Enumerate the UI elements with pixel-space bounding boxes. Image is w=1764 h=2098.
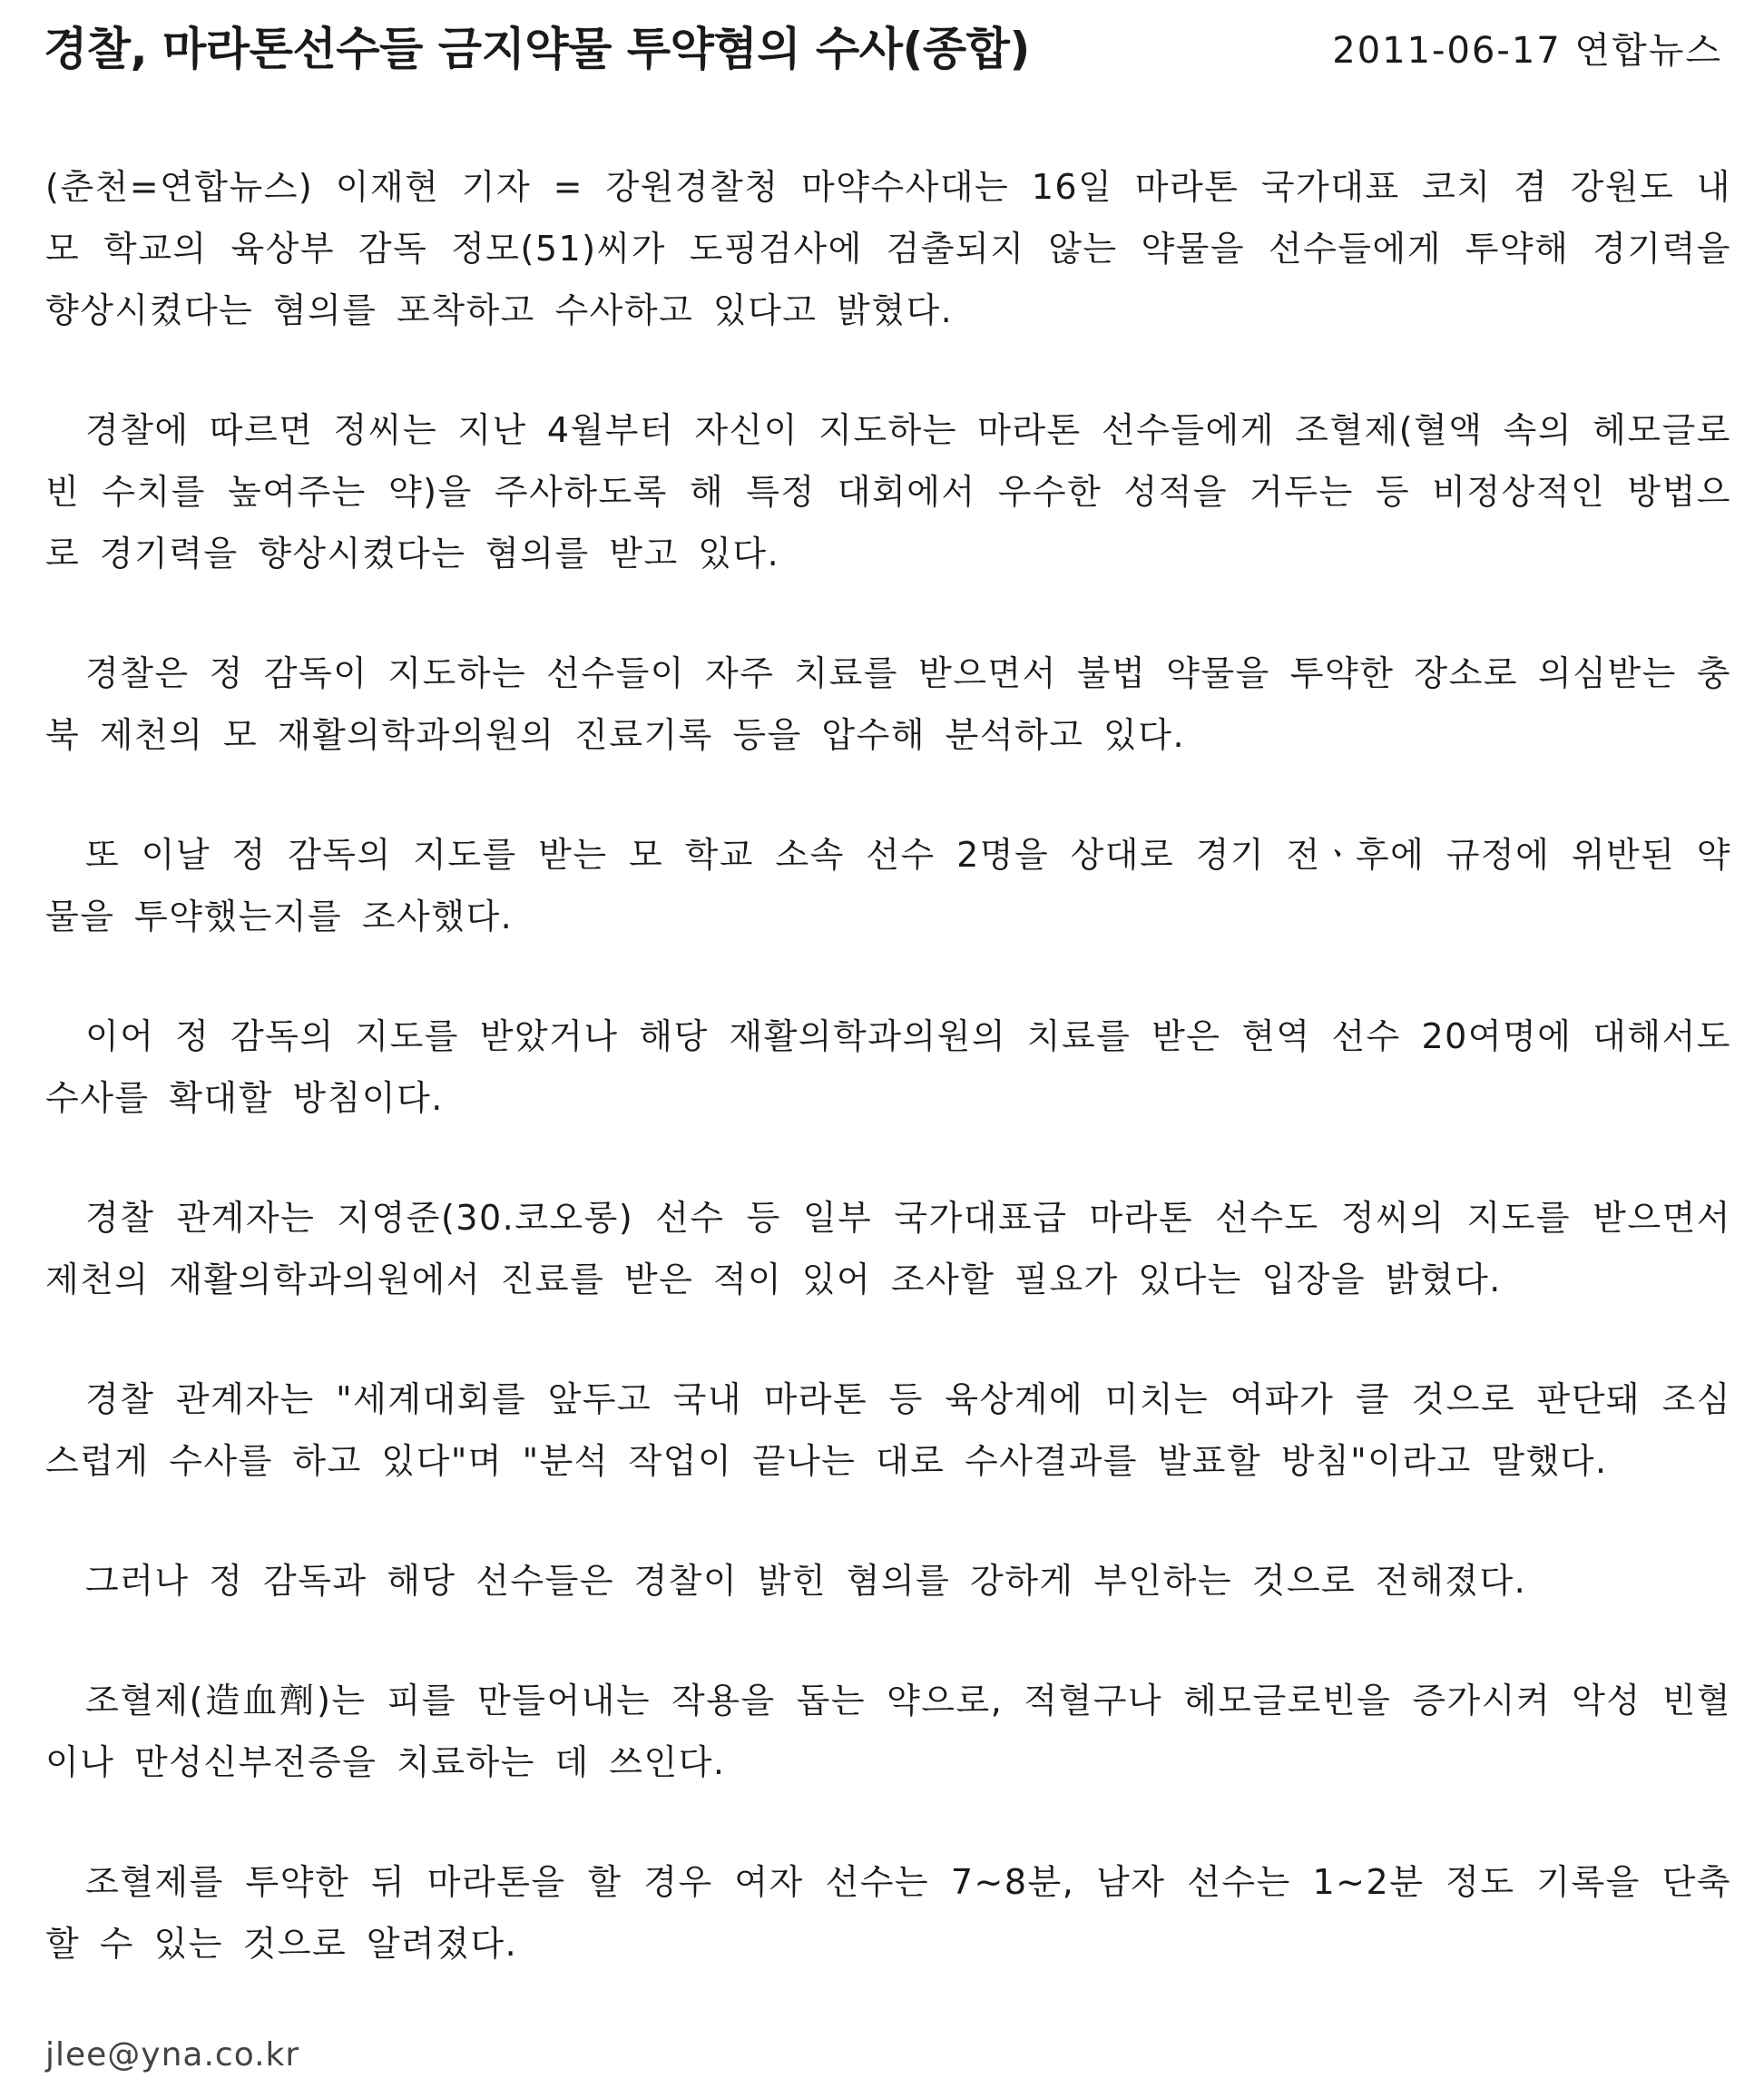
- article-headline: 경찰, 마라톤선수들 금지약물 투약혐의 수사(종합): [44, 23, 1030, 75]
- article-paragraph-1: (춘천=연합뉴스) 이재현 기자 = 강원경찰청 마약수사대는 16일 마라톤 국가대표 코치 겸 강원도 내 모 학교의 육상부 감독 정모(51)씨가 도핑검사에 검출되지 않는 약물을 선수들에게 투약해 경기력을 향상시켰다는 혐의를 포착하고 수사하고 있다고 밝혔다.: [45, 167, 1731, 330]
- reporter-email: jlee@yna.co.kr: [45, 2036, 300, 2073]
- article-paragraph-6: 경찰 관계자는 지영준(30.코오롱) 선수 등 일부 국가대표급 마라톤 선수도 정씨의 지도를 받으면서 제천의 재활의학과의원에서 진료를 받은 적이 있어 조사할 필요가 있다는 입장을 밝혔다.: [45, 1198, 1731, 1299]
- article-paragraph-4: 또 이날 정 감독의 지도를 받는 모 학교 소속 선수 2명을 상대로 경기 전ㆍ후에 규정에 위반된 약물을 투약했는지를 조사했다.: [45, 835, 1731, 936]
- article-paragraph-7: 경찰 관계자는 "세계대회를 앞두고 국내 마라톤 등 육상계에 미치는 여파가 클 것으로 판단돼 조심스럽게 수사를 하고 있다"며 "분석 작업이 끝나는 대로 수사결과를 발표할 방침"이라고 말했다.: [45, 1379, 1731, 1481]
- article-paragraph-8: 그러나 정 감독과 해당 선수들은 경찰이 밝힌 혐의를 강하게 부인하는 것으로 전해졌다.: [85, 1561, 1527, 1601]
- article-paragraph-3: 경찰은 정 감독이 지도하는 선수들이 자주 치료를 받으면서 불법 약물을 투약한 장소로 의심받는 충북 제천의 모 재활의학과의원의 진료기록 등을 압수해 분석하고 있다.: [45, 653, 1731, 755]
- article-header: [44, 20, 1722, 93]
- article-paragraph-10: 조혈제를 투약한 뒤 마라톤을 할 경우 여자 선수는 7~8분, 남자 선수는 1~2분 정도 기록을 단축할 수 있는 것으로 알려졌다.: [45, 1862, 1731, 1964]
- article-paragraph-2: 경찰에 따르면 정씨는 지난 4월부터 자신이 지도하는 마라톤 선수들에게 조혈제(혈액 속의 헤모글로빈 수치를 높여주는 약)을 주사하도록 해 특정 대회에서 우수한 성적을 거두는 등 비정상적인 방법으로 경기력을 향상시켰다는 혐의를 받고 있다.: [45, 410, 1731, 574]
- article-date-source: 2011-06-17 연합뉴스: [1332, 30, 1722, 72]
- article-paragraph-9: 조혈제(造血劑)는 피를 만들어내는 작용을 돕는 약으로, 적혈구나 헤모글로빈을 증가시켜 악성 빈혈이나 만성신부전증을 치료하는 데 쓰인다.: [45, 1681, 1731, 1782]
- article-body: [45, 156, 1731, 2033]
- article-paragraph-5: 이어 정 감독의 지도를 받았거나 해당 재활의학과의원의 치료를 받은 현역 선수 20여명에 대해서도 수사를 확대할 방침이다.: [45, 1016, 1731, 1118]
